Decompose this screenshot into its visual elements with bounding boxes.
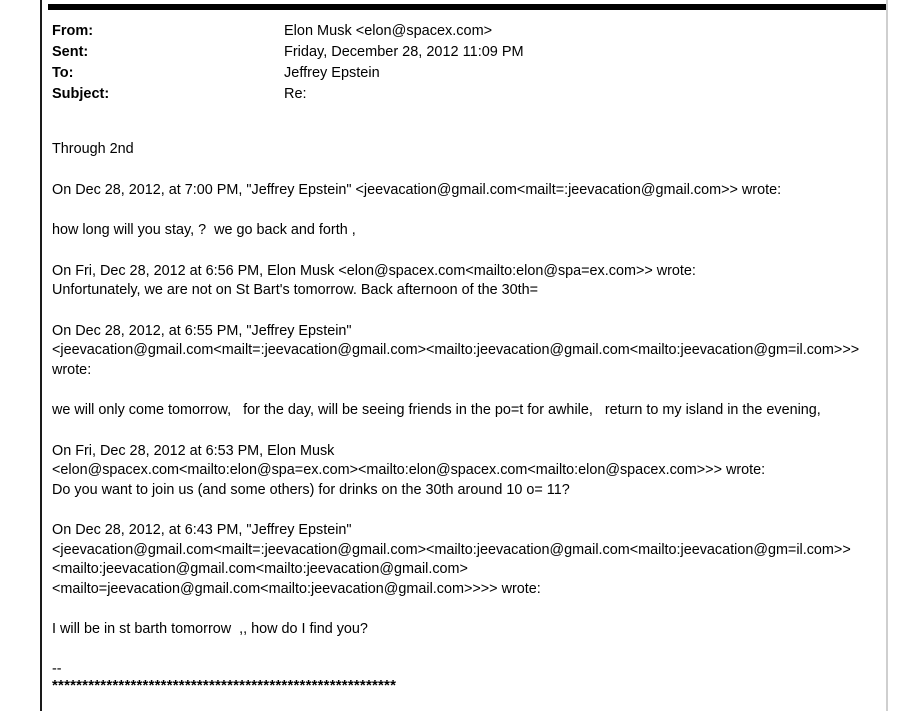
header-row-from [52,22,878,43]
signature-star-rule: ********************************************************* [52,676,397,694]
document-content [52,22,878,694]
header-value-sent: Friday, December 28, 2012 11:09 PM [284,44,524,60]
body-paragraph: how long will you stay, ? we go back and forth , [52,222,356,238]
header-value-to: Jeffrey Epstein [284,65,380,81]
page-top-rule [48,4,888,10]
header-label-to: To: [52,65,74,81]
email-header [52,22,878,106]
header-row-to [52,64,878,85]
body-paragraph: On Fri, Dec 28, 2012 at 6:56 PM, Elon Musk <elon@spacex.com<mailto:elon@spa=ex.com>> wrote: [52,262,696,279]
body-paragraph: Unfortunately, we are not on St Bart's tomorrow. Back afternoon of the 30th= [52,282,539,298]
body-paragraph: <jeevacation@gmail.com<mailt=:jeevacation@gmail.com><mailto:jeevacation@gmail.com<mailto:jeevacation@gm=il.com>><mailto:jeevacation@gmail.com<mailto:jeevacation@gmail.com><mailto=jeevacation@gmail.com<mailto:jeevacation@gmail.com>>>> wrote: [52,541,851,597]
body-paragraph: we will only come tomorrow, for the day, will be seeing friends in the po=t for awhile, return to my island in the evening, [52,402,821,418]
page-right-edge [886,0,888,711]
body-paragraph: On Dec 28, 2012, at 7:00 PM, "Jeffrey Epstein" <jeevacation@gmail.com<mailt=:jeevacation@gmail.com>> wrote: [52,181,782,198]
header-row-sent [52,43,878,64]
header-label-sent: Sent: [52,44,89,60]
body-paragraph: On Fri, Dec 28, 2012 at 6:53 PM, Elon Musk [52,442,335,459]
body-paragraph: Through 2nd [52,141,134,157]
signature-separator: -- [52,660,62,677]
body-paragraph: On Dec 28, 2012, at 6:43 PM, "Jeffrey Epstein" [52,522,352,538]
body-paragraph: I will be in st barth tomorrow ,, how do I find you? [52,621,368,637]
email-body [52,140,878,694]
body-paragraph: <jeevacation@gmail.com<mailt=:jeevacation@gmail.com><mailto:jeevacation@gmail.com<mailto:jeevacation@gm=il.com>>> wrote: [52,342,864,378]
header-value-subject: Re: [284,86,307,102]
header-label-from: From: [52,23,94,39]
page-left-edge [40,0,42,711]
body-paragraph: <elon@spacex.com<mailto:elon@spa=ex.com><mailto:elon@spacex.com<mailto:elon@spacex.com>>> wrote: [52,462,766,478]
header-value-from: Elon Musk <elon@spacex.com> [284,23,493,39]
header-row-subject [52,85,878,106]
body-paragraph: On Dec 28, 2012, at 6:55 PM, "Jeffrey Epstein" [52,322,352,339]
header-label-subject: Subject: [52,86,110,102]
body-paragraph: Do you want to join us (and some others) for drinks on the 30th around 10 o= 11? [52,481,570,498]
